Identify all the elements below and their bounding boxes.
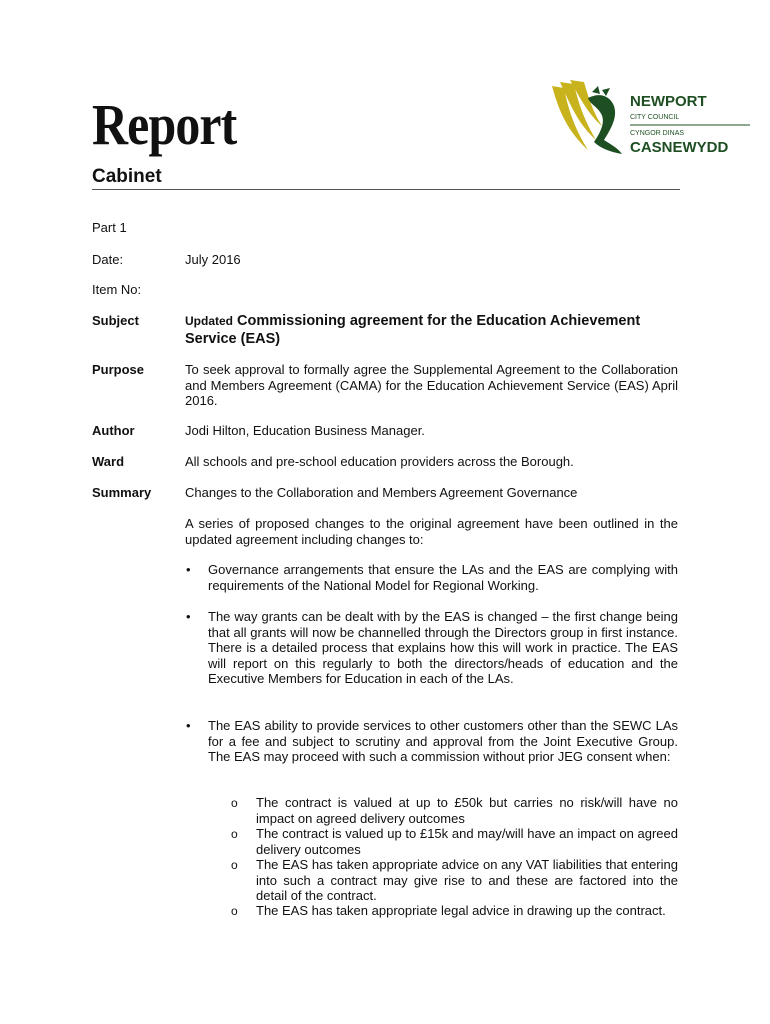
bullet-marker: • bbox=[186, 562, 191, 577]
author-label: Author bbox=[92, 423, 135, 438]
sub-bullet-marker: o bbox=[231, 904, 238, 918]
sub-bullet-marker: o bbox=[231, 796, 238, 810]
logo-text-casnewydd: CASNEWYDD bbox=[630, 139, 729, 156]
summary-intro: A series of proposed changes to the original agreement have been outlined in the updated agreement including changes to: bbox=[185, 516, 678, 547]
subject-prefix: Updated bbox=[185, 314, 233, 328]
page-title: Report bbox=[92, 92, 237, 157]
bullet-marker: • bbox=[186, 609, 191, 624]
purpose-label: Purpose bbox=[92, 362, 145, 377]
sub-list-item: The EAS has taken appropriate advice on any VAT liabilities that entering into such a contract may give rise to and these are factored into the detail of the contract. bbox=[256, 857, 678, 903]
item-no-label: Item No: bbox=[92, 282, 142, 297]
summary-label: Summary bbox=[92, 485, 152, 500]
list-item: The way grants can be dealt with by the EAS is changed – the first change being that all grants will now be channelled through the Directors group in first instance. There is a detailed process that explains how this will work in practice. The EAS will report on this regularly to both the directors/heads of education and the Executive Members for Education in each of the LAs. bbox=[208, 609, 678, 686]
sub-bullet-marker: o bbox=[231, 858, 238, 872]
part-label: Part 1 bbox=[92, 220, 127, 235]
header-divider bbox=[92, 189, 680, 190]
list-item: The EAS ability to provide services to other customers other than the SEWC LAs for a fee and subject to scrutiny and approval from the Joint Executive Group. The EAS may proceed with such a commission without prior JEG consent when: bbox=[208, 718, 678, 764]
sub-list-item: The contract is valued up to £15k and may/will have an impact on agreed delivery outcomes bbox=[256, 826, 678, 857]
date-label: Date: bbox=[92, 252, 124, 267]
dragon-logo-icon bbox=[548, 78, 754, 160]
subject-value bbox=[185, 312, 678, 348]
sub-list-item: The EAS has taken appropriate legal advice in drawing up the contract. bbox=[256, 903, 666, 918]
author-value: Jodi Hilton, Education Business Manager. bbox=[185, 423, 425, 438]
summary-heading: Changes to the Collaboration and Members Agreement Governance bbox=[185, 485, 578, 500]
sub-bullet-marker: o bbox=[231, 827, 238, 841]
ward-value: All schools and pre-school education providers across the Borough. bbox=[185, 454, 574, 469]
page-subtitle: Cabinet bbox=[92, 166, 162, 187]
purpose-value: To seek approval to formally agree the Supplemental Agreement to the Collaboration and Members Agreement (CAMA) for the Education Achievement Service (EAS) April 2016. bbox=[185, 362, 678, 408]
list-item: Governance arrangements that ensure the LAs and the EAS are complying with requirements of the National Model for Regional Working. bbox=[208, 562, 678, 593]
logo-text-newport: NEWPORT bbox=[630, 93, 707, 110]
bullet-marker: • bbox=[186, 718, 191, 733]
subject-text: Commissioning agreement for the Education Achievement Service (EAS) bbox=[185, 313, 641, 347]
logo-text-city-council: CITY COUNCIL bbox=[630, 114, 680, 121]
date-value: July 2016 bbox=[185, 252, 241, 267]
council-logo bbox=[548, 78, 754, 160]
ward-label: Ward bbox=[92, 454, 125, 469]
logo-text-cyngor-dinas: CYNGOR DINAS bbox=[630, 130, 685, 137]
sub-list-item: The contract is valued at up to £50k but carries no risk/will have no impact on agreed delivery outcomes bbox=[256, 795, 678, 826]
subject-label: Subject bbox=[92, 313, 139, 328]
